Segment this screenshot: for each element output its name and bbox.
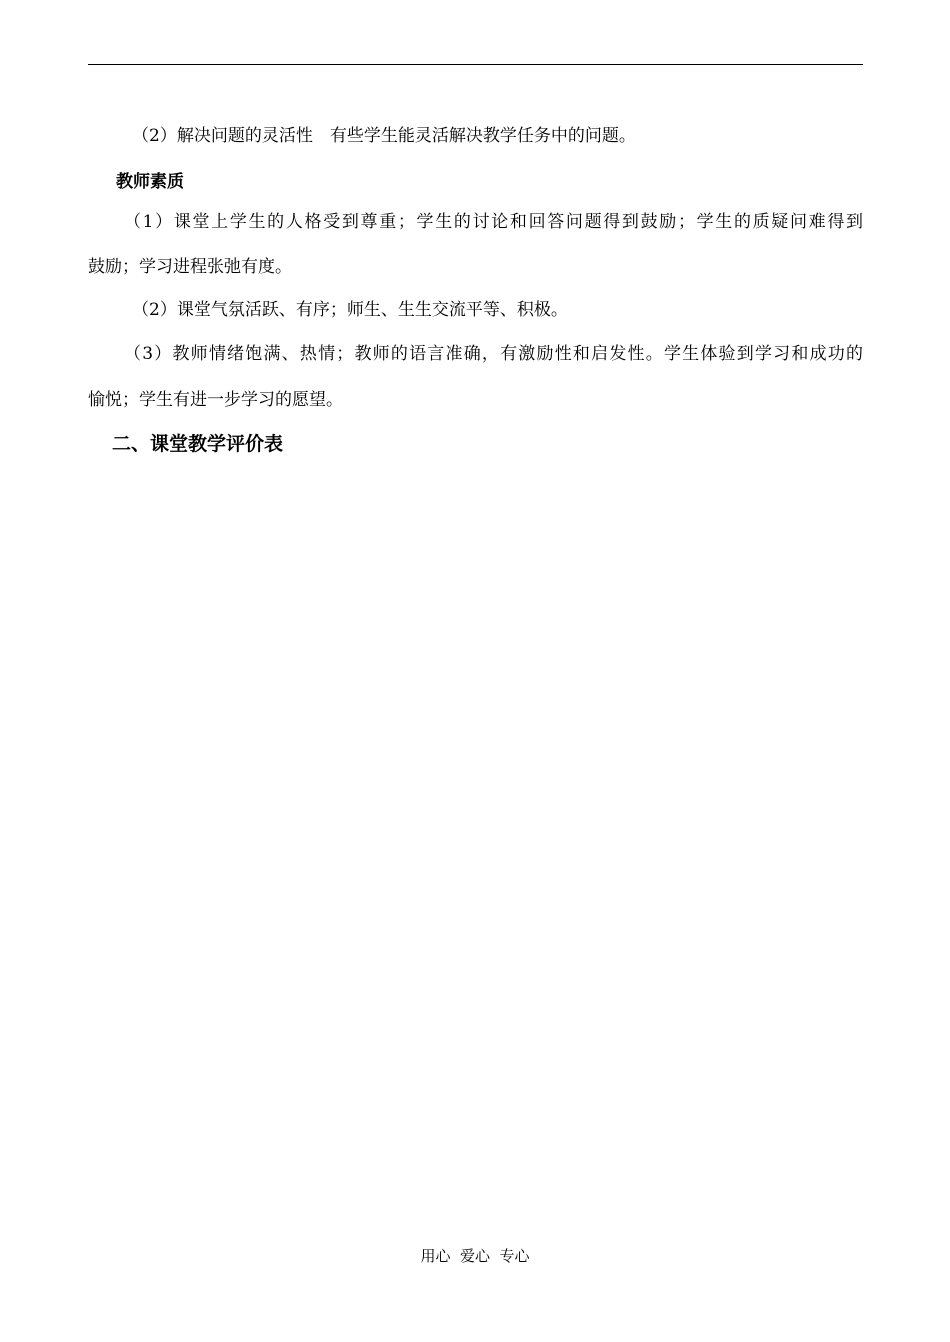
paragraph-teacher-quality-1-line-2: 鼓励；学习进程张弛有度。	[88, 257, 292, 277]
subheading-teacher-quality: 教师素质	[116, 172, 184, 192]
paragraph-teacher-quality-1-line-1: （1）课堂上学生的人格受到尊重；学生的讨论和回答问题得到鼓励；学生的质疑问难得到	[124, 212, 863, 232]
paragraph-problem-solving-flexibility: （2）解决问题的灵活性 有些学生能灵活解决教学任务中的问题。	[132, 126, 636, 146]
header-rule	[88, 64, 863, 65]
paragraph-teacher-quality-3-line-2: 愉悦；学生有进一步学习的愿望。	[88, 390, 343, 410]
section-heading-evaluation-table: 二、课堂教学评价表	[112, 433, 284, 455]
paragraph-teacher-quality-3-line-1: （3）教师情绪饱满、热情；教师的语言准确，有激励性和启发性。学生体验到学习和成功的	[124, 344, 863, 364]
page-footer	[0, 1246, 950, 1266]
footer-motto: 用心 爱心 专心	[420, 1247, 530, 1265]
paragraph-teacher-quality-2: （2）课堂气氛活跃、有序；师生、生生交流平等、积极。	[132, 300, 568, 320]
